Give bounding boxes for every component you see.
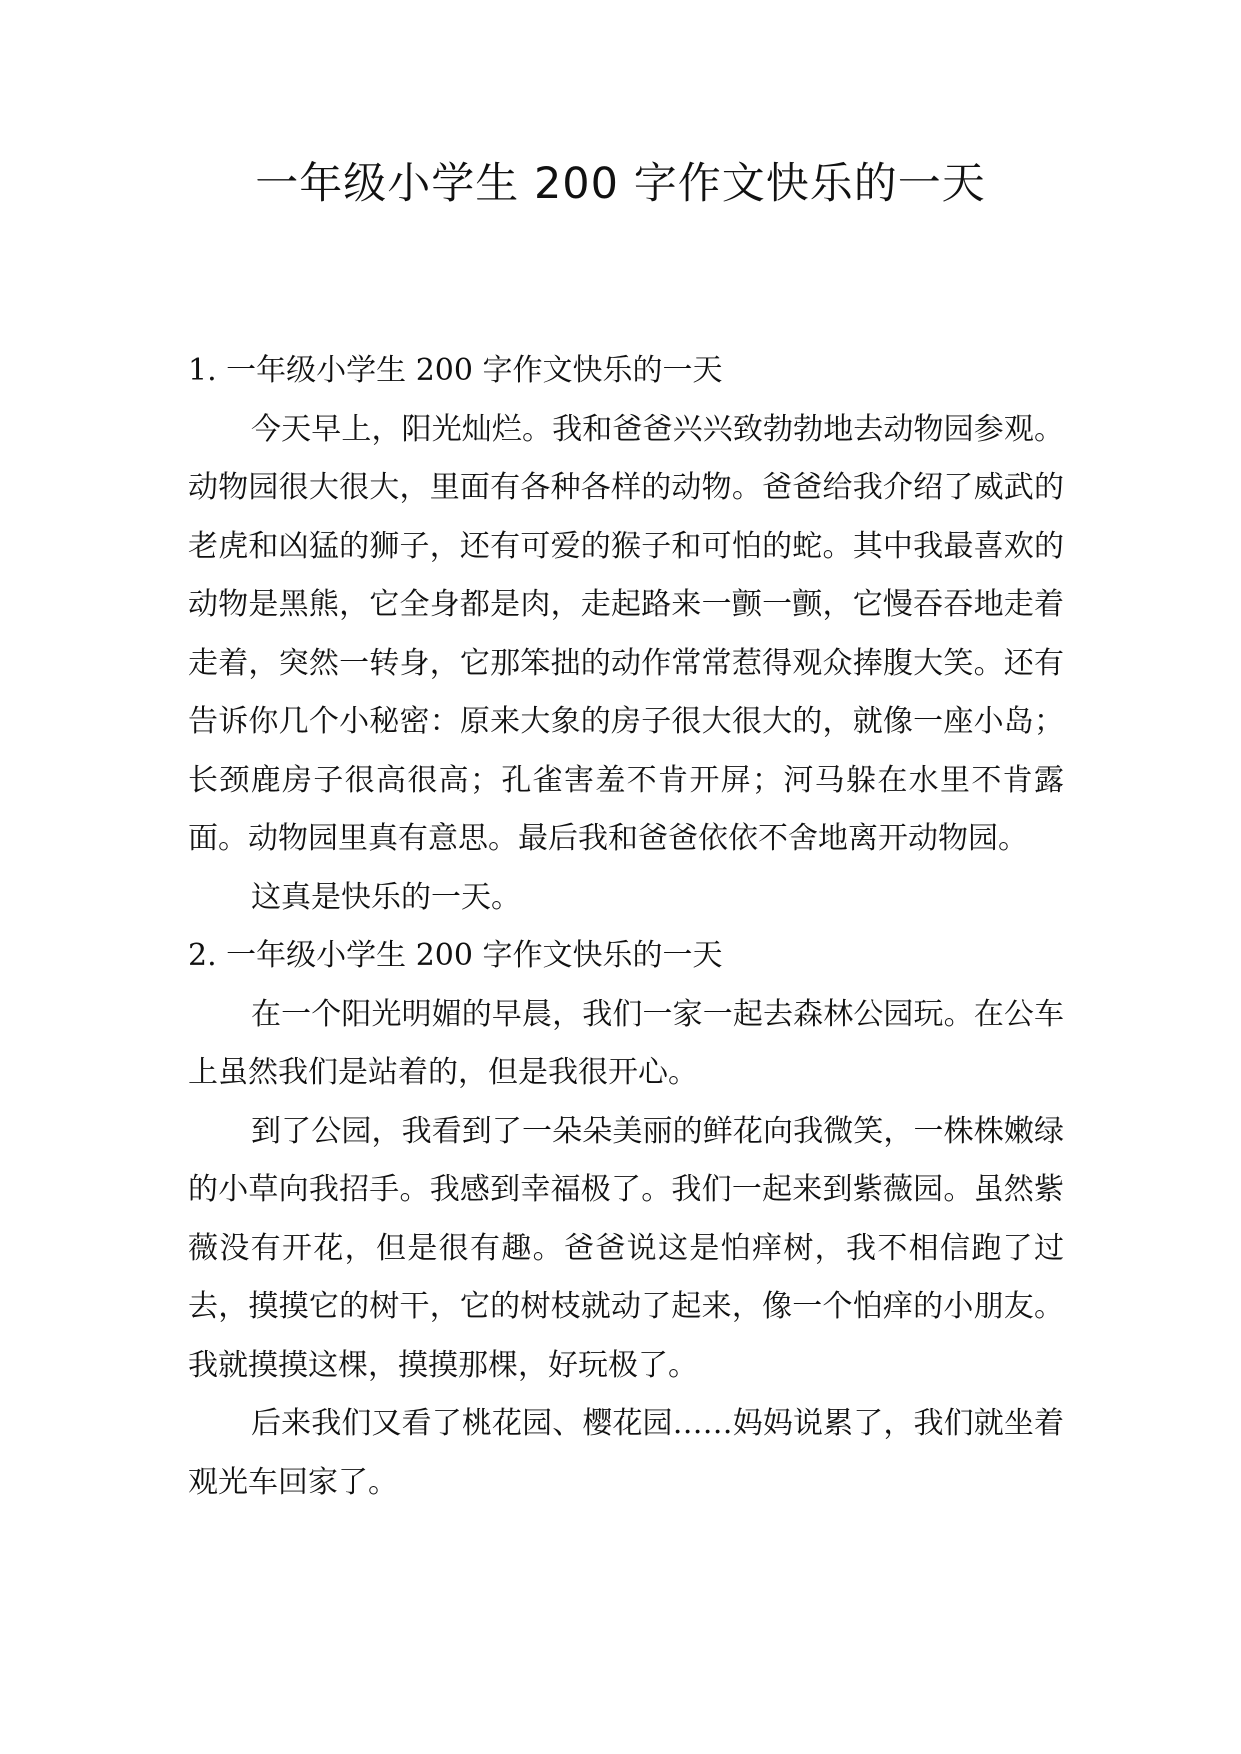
section-heading-1: 1. 一年级小学生 200 字作文快乐的一天	[188, 353, 723, 388]
essay-1-paragraph-1: 今天早上，阳光灿烂。我和爸爸兴兴致勃勃地去动物园参观。动物园很大很大，里面有各种各样的动物。爸爸给我介绍了威武的老虎和凶猛的狮子，还有可爱的猴子和可怕的蛇。其中我最喜欢的动物是黑熊，它全身都是肉，走起路来一颤一颤，它慢吞吞地走着走着，突然一转身，它那笨拙的动作常常惹得观众捧腹大笑。还有告诉你几个小秘密：原来大象的房子很大很大的，就像一座小岛；长颈鹿房子很高很高；孔雀害羞不肯开屏；河马躲在水里不肯露面。动物园里真有意思。最后我和爸爸依依不舍地离开动物园。	[188, 411, 1064, 856]
document-body	[188, 342, 1064, 1512]
essay-2-paragraph-2: 到了公园，我看到了一朵朵美丽的鲜花向我微笑，一株株嫩绿的小草向我招手。我感到幸福极了。我们一起来到紫薇园。虽然紫薇没有开花，但是很有趣。爸爸说这是怕痒树，我不相信跑了过去，摸摸它的树干，它的树枝就动了起来，像一个怕痒的小朋友。我就摸摸这棵，摸摸那棵，好玩极了。	[188, 1113, 1064, 1383]
essay-1-paragraph-2: 这真是快乐的一天。	[251, 879, 521, 915]
document-title: 一年级小学生 200 字作文快乐的一天	[255, 159, 986, 209]
essay-2-paragraph-1: 在一个阳光明媚的早晨，我们一家一起去森林公园玩。在公车上虽然我们是站着的，但是我很开心。	[188, 996, 1064, 1090]
section-heading-2: 2. 一年级小学生 200 字作文快乐的一天	[188, 938, 723, 973]
essay-2-paragraph-3: 后来我们又看了桃花园、樱花园……妈妈说累了，我们就坐着观光车回家了。	[188, 1406, 1064, 1500]
